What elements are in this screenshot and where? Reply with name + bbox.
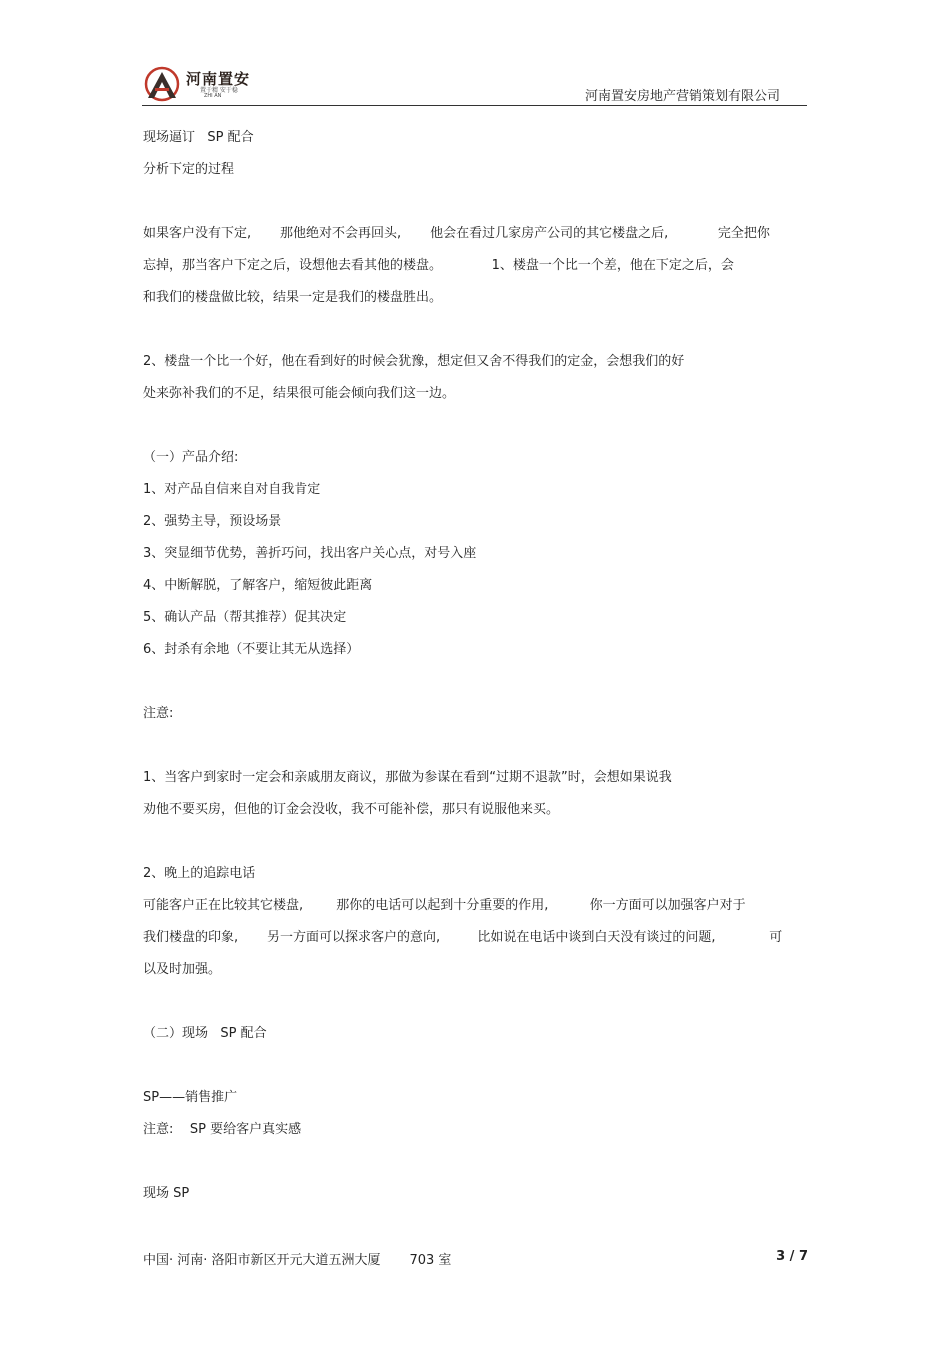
paragraph-line: 和我们的楼盘做比较，结果一定是我们的楼盘胜出。: [143, 290, 443, 305]
list-item: 2、强势主导，预设场景: [143, 514, 282, 529]
logo-name: 河南置安: [186, 70, 251, 88]
logo-english: ZHI AN: [204, 93, 222, 99]
paragraph-line: 我们楼盘的印象, 另一方面可以探求客户的意向, 比如说在电话中谈到白天没有谈过的问题, 可: [143, 930, 783, 945]
section-heading: （二）现场 SP 配合: [143, 1026, 267, 1041]
paragraph-line: 如果客户没有下定, 那他绝对不会再回头, 他会在看过几家房产公司的其它楼盘之后, 完全把你: [143, 226, 770, 241]
list-item: 1、对产品自信来自对自我肯定: [143, 482, 321, 497]
subtitle: 分析下定的过程: [143, 162, 235, 177]
page-number: 3 / 7: [776, 1249, 808, 1264]
company-logo: [142, 66, 250, 102]
list-item: 3、突显细节优势，善折巧问，找出客户关心点，对号入座: [143, 546, 477, 561]
header-divider: [142, 105, 807, 106]
note-heading: 注意:: [143, 706, 174, 721]
paragraph-line: 以及时加强。: [143, 962, 222, 977]
paragraph-line: 处来弥补我们的不足，结果很可能会倾向我们这一边。: [143, 386, 456, 401]
list-item: 5、确认产品（帮其推荐）促其决定: [143, 610, 347, 625]
paragraph-line: 劝他不要买房，但他的订金会没收，我不可能补偿，那只有说服他来买。: [143, 802, 560, 817]
definition-line: SP——销售推广: [143, 1090, 238, 1105]
list-item: 2、晚上的追踪电话: [143, 866, 256, 881]
logo-a-icon: [142, 66, 182, 102]
paragraph-line: 1、当客户到家时一定会和亲戚朋友商议，那做为参谋在看到“过期不退款”时，会想如果说我: [143, 770, 672, 785]
list-item: 4、中断解脱，了解客户，缩短彼此距离: [143, 578, 373, 593]
paragraph-line: 可能客户正在比较其它楼盘, 那你的电话可以起到十分重要的作用, 你一方面可以加强客户对于: [143, 898, 746, 913]
paragraph-line: 现场 SP: [143, 1186, 190, 1201]
paragraph-line: 忘掉，那当客户下定之后，设想他去看其他的楼盘。 1、楼盘一个比一个差，他在下定之后，会: [143, 258, 734, 273]
paragraph-line: 2、楼盘一个比一个好，他在看到好的时候会犹豫，想定但又舍不得我们的定金，会想我们的好: [143, 354, 685, 369]
section-title: 现场逼订 SP 配合: [143, 130, 254, 145]
logo-slogan: 置于精 安于稳: [200, 87, 238, 94]
list-item: 6、封杀有余地（不要让其无从选择）: [143, 642, 360, 657]
note-line: 注意: SP 要给客户真实感: [143, 1122, 302, 1137]
footer-address: 中国· 河南· 洛阳市新区开元大道五洲大厦 703 室: [143, 1253, 452, 1268]
company-name: 河南置安房地产营销策划有限公司: [584, 89, 780, 104]
section-heading: （一）产品介绍:: [143, 450, 239, 465]
